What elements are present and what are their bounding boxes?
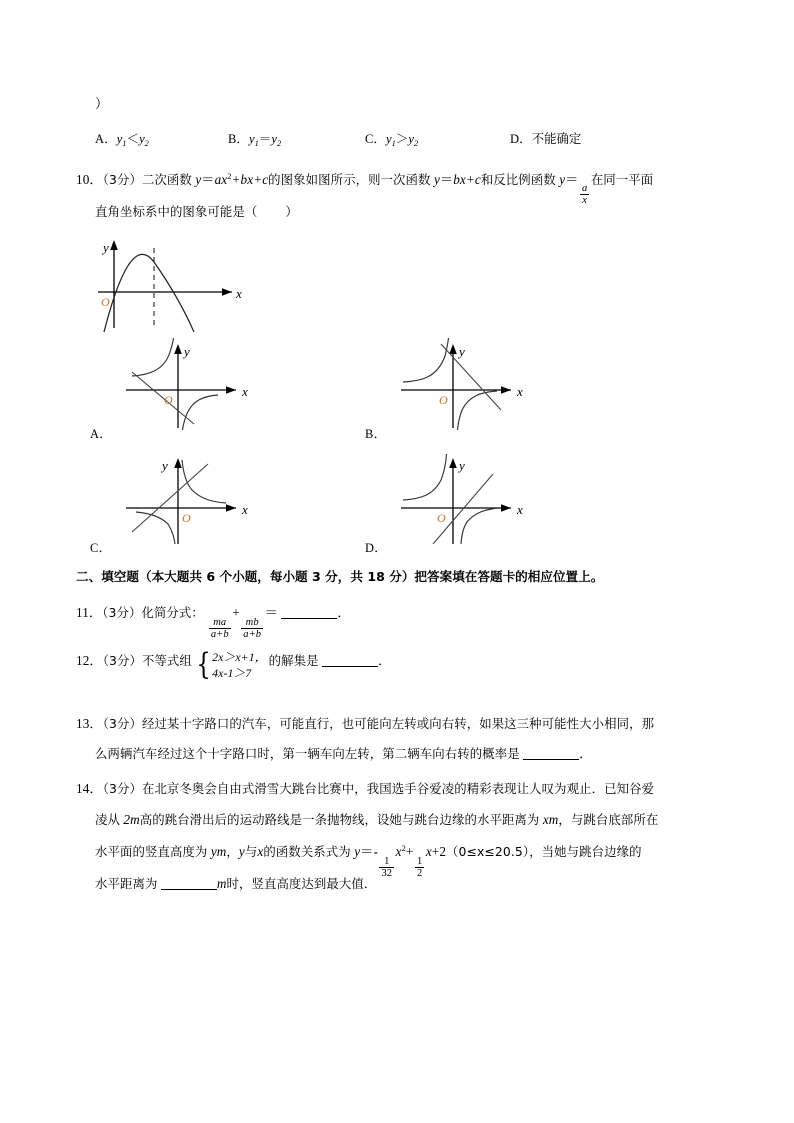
q14-line3-e: ，当她与跳台边缘的 [529, 844, 642, 859]
q11-frac1-numerator: ma [213, 617, 227, 628]
q10-text-a: 二次函数 [141, 172, 192, 187]
q10-option-label-c-text: C． [90, 541, 112, 555]
q14-frac1-numerator: 1 [384, 856, 390, 867]
q10-b-origin-label: O [439, 393, 448, 407]
q10-main-x-label: x [236, 286, 242, 301]
q10-c-x-label: x [242, 502, 248, 517]
q10-d-y-label: y [459, 458, 465, 473]
q9-option-d[interactable] [510, 128, 581, 147]
q11-equals: ＝ [264, 605, 278, 620]
q13-line1 [76, 715, 654, 732]
q11-number: 11． [76, 605, 103, 620]
q9-option-a-y2: y [139, 132, 145, 146]
q10-eq3-equals: ＝ [565, 172, 579, 187]
q10-eq1-rest: +bx+c [231, 172, 269, 187]
q9-option-c-sub1: 1 [391, 139, 396, 148]
q14-x-variable: xm [542, 812, 559, 827]
q10-eq1-expr: ax [214, 172, 228, 187]
q14-frac1-denominator: 32 [381, 868, 393, 880]
q9-close-paren-text: ） [95, 96, 109, 111]
q10-line1 [76, 168, 653, 206]
q10-line2-end: ） [285, 204, 298, 219]
q14-answer-blank[interactable] [161, 877, 217, 890]
q9-option-c-rel: ＞ [395, 132, 409, 146]
q10-figure-b [393, 338, 543, 430]
q9-option-a-sub2: 2 [144, 139, 149, 148]
q12-answer-blank[interactable] [322, 654, 378, 667]
q11-frac2-denominator: a+b [243, 629, 262, 641]
section-2-heading-text: 二、填空题（本大题共 6 个小题，每小题 3 分，共 18 分）把答案填在答题卡的相应位置上。 [76, 569, 604, 584]
q13-period: ． [579, 746, 593, 761]
q12-score: （3分） [102, 653, 142, 669]
q10-main-y-label: y [103, 240, 109, 255]
q11-fraction-1 [209, 617, 231, 640]
q9-option-b-y2: y [271, 132, 277, 146]
q11-frac1-denominator: a+b [210, 629, 229, 641]
q10-b-y-label: y [459, 344, 465, 359]
q10-d-x-label: x [517, 502, 523, 517]
q14-frac2-denominator: 2 [416, 868, 423, 880]
q11-frac2-numerator: mb [245, 617, 259, 628]
q11-period: ． [337, 605, 351, 620]
q9-option-b-y1: y [249, 132, 255, 146]
q10-number: 10． [76, 172, 103, 187]
q14-eq-minus: - [373, 844, 378, 859]
q11-answer-blank[interactable] [281, 606, 337, 619]
q14-x-variable-2: x [257, 844, 264, 859]
q13-line2 [95, 745, 592, 762]
q10-option-label-d-text: D． [365, 541, 387, 555]
q11-text: 化简分式： [141, 605, 204, 620]
q9-option-b[interactable] [228, 128, 281, 148]
q14-eq-constant: +2 [431, 844, 447, 859]
q10-a-origin-label: O [164, 393, 173, 407]
q11-plus: + [232, 605, 240, 620]
q13-number: 13． [76, 716, 103, 731]
q14-line4 [95, 875, 376, 892]
q9-option-b-sub2: 2 [276, 139, 282, 148]
q10-figure-main [90, 232, 250, 332]
q14-line3-b: ， [226, 844, 239, 859]
q9-option-c-y1: y [386, 132, 392, 146]
q12 [76, 647, 392, 683]
q10-d-origin-label: O [437, 511, 446, 525]
q11 [76, 604, 351, 640]
q14-line2-a: 凌从 [95, 812, 120, 827]
q14-line2-b: 高的跳台滑出后的运动路线是一条抛物线，设她与跳台边缘的水平距离为 [139, 812, 540, 827]
q12-tail: 的解集是 [268, 653, 319, 669]
q14-y-variable: ym [210, 844, 227, 859]
q10-eq1-y: y [195, 172, 202, 187]
q14-fraction-1-2 [415, 856, 424, 879]
q10-eq3-denominator: x [582, 195, 588, 207]
q11-fraction-2 [241, 617, 263, 640]
q9-option-a-rel: ＜ [126, 132, 140, 146]
q10-line2 [95, 203, 298, 220]
q11-score: （3分） [102, 605, 142, 620]
q14-height-value: 2m [123, 812, 140, 827]
q12-text: 不等式组 [141, 653, 192, 669]
q14-eq-x: x [425, 844, 432, 859]
q10-text-d: 在同一平面 [590, 172, 654, 187]
q14-number: 14． [76, 781, 103, 796]
q10-main-origin-label: O [101, 295, 110, 309]
q10-figure-a [118, 338, 268, 430]
q9-option-b-rel: ＝ [258, 132, 272, 146]
q14-frac2-numerator: 1 [416, 856, 423, 867]
q14-line4-a: 水平距离为 [95, 876, 158, 891]
q14-answer-unit: m [216, 876, 227, 891]
q13-answer-blank[interactable] [523, 747, 579, 760]
q10-eq2-y: y [433, 172, 440, 187]
section-2-heading [76, 566, 603, 585]
q9-option-a-sub1: 1 [122, 139, 127, 148]
q9-option-c-sub2: 2 [413, 139, 419, 148]
q14-eq-x-squared-sup: 2 [401, 844, 406, 853]
q10-eq1-equals: ＝ [201, 172, 215, 187]
q10-option-label-b-text: B． [365, 427, 387, 441]
q14-eq-equals: ＝ [360, 844, 374, 859]
q14-fraction-1-32 [379, 856, 394, 879]
q10-figure-d [393, 452, 543, 544]
q12-inequality-system [194, 647, 267, 683]
q10-c-y-label: y [162, 458, 168, 473]
q10-figure-c [118, 452, 268, 544]
q10-eq2-equals: ＝ [439, 172, 454, 187]
q12-inequality-row1: 2x＞x+1， [212, 650, 267, 664]
q10-text-b: 的图象如图所示，则一次函数 [268, 172, 431, 187]
q14-line2-c: ，与跳台底部所在 [558, 812, 659, 827]
q14-line3-a: 水平面的竖直高度为 [95, 844, 208, 859]
q10-option-label-b[interactable] [365, 424, 386, 442]
q9-option-a[interactable] [95, 128, 149, 148]
q9-option-b-label: B． [228, 132, 249, 146]
q14-eq-plus: + [405, 844, 414, 859]
q10-option-label-a[interactable] [90, 424, 112, 442]
q10-eq3-fraction [580, 183, 589, 206]
q9-option-b-sub1: 1 [254, 139, 259, 148]
q9-option-d-label: D． [510, 132, 532, 146]
q10-option-label-c[interactable] [90, 538, 111, 556]
q9-option-a-label: A． [95, 132, 117, 146]
q14-line3-d: 的函数关系式为 [263, 844, 351, 859]
q10-b-x-label: x [517, 384, 523, 399]
q10-option-label-a-text: A． [90, 427, 112, 441]
q12-inequality-row2: 4x-1＞7 [212, 665, 252, 680]
q10-a-x-label: x [242, 384, 248, 399]
q10-text-c: 和反比例函数 [480, 172, 556, 187]
q14-line3 [95, 840, 642, 879]
q9-option-a-y1: y [116, 132, 123, 146]
q14-line3-c: 与 [244, 844, 258, 859]
q14-y-variable-2: y [238, 844, 245, 859]
q10-c-origin-label: O [182, 511, 191, 525]
q9-close-paren [95, 95, 108, 112]
q14-eq-domain: （0≤x≤20.5） [446, 844, 530, 859]
q14-score: （3分） [102, 781, 142, 796]
q10-a-y-label: y [184, 344, 190, 359]
q9-option-c-label: C． [365, 132, 386, 146]
q14-line1-text: 在北京冬奥会自由式滑雪大跳台比赛中，我国选手谷爱凌的精彩表现让人叹为观止．已知谷爱 [141, 781, 655, 796]
q14-line2 [95, 811, 658, 828]
q14-eq-y: y [354, 844, 361, 859]
q13-line1-text: 经过某十字路口的汽车，可能直行，也可能向左转或向右转，如果这三种可能性大小相同，那 [141, 716, 655, 731]
q12-left-brace: { [196, 647, 211, 683]
q10-eq1-sup: 2 [227, 172, 232, 181]
q12-number: 12． [76, 653, 103, 669]
q10-line2-text: 直角坐标系中的图象可能是（ [95, 204, 258, 219]
q10-option-label-d[interactable] [365, 538, 387, 556]
q13-line2-text: 么两辆汽车经过这个十字路口时，第一辆车向左转，第二辆车向右转的概率是 [95, 746, 520, 761]
q9-option-c-y2: y [408, 132, 414, 146]
q14-line4-b: 时，竖直高度达到最大值． [226, 876, 377, 891]
q10-score: （3分） [102, 172, 142, 187]
q9-option-d-text: 不能确定 [531, 131, 582, 146]
q14-eq-x-squared: x [395, 844, 402, 859]
q12-period: ． [378, 653, 392, 669]
q13-score: （3分） [102, 716, 142, 731]
q10-eq3-y: y [559, 172, 566, 187]
q10-eq3-numerator: a [581, 183, 588, 194]
q10-eq2-expr: bx+c [453, 172, 481, 187]
q14-line1 [76, 780, 654, 797]
q9-option-c[interactable] [365, 128, 418, 148]
